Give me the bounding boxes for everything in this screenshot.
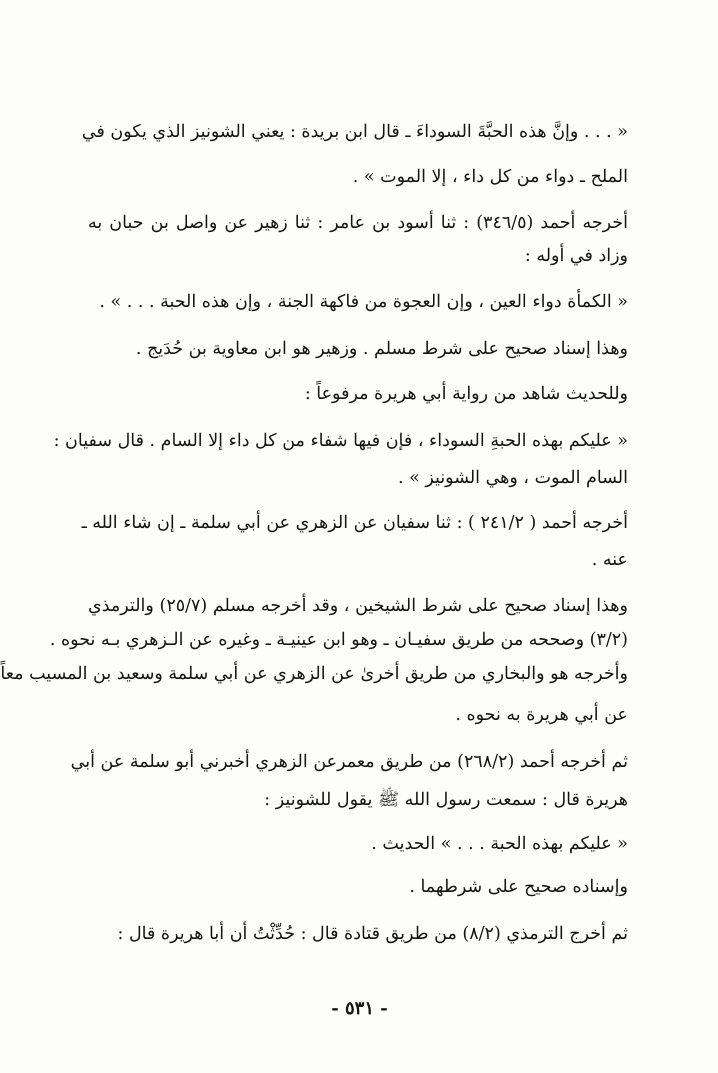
text-line: أخرجه أحمد (٣٤٦/٥) : ثنا أسود بن عامر : ثنا زهير عن واصل بن حبان به — [88, 213, 628, 233]
text-line: « . . . وإنَّ هذه الحبَّةَ السوداءَ ـ قال ابن بريدة : يعني الشونيز الذي يكون في — [81, 122, 628, 142]
text-line: الملح ـ دواء من كل داء ، إلا الموت » . — [352, 167, 628, 187]
text-line: « عليكم بهذه الحبة . . . » الحديث . — [371, 834, 628, 854]
text-line: « عليكم بهذه الحبةِ السوداء ، فإن فيها شفاء من كل داء إلا السام . قال سفيان : — [53, 431, 628, 451]
text-line: ثم أخرج الترمذي (٨/٢) من طريق قتادة قال : حُدِّثْتُ أن أبا هريرة قال : — [117, 924, 628, 944]
text-line: أخرجه أحمد ( ٢٤١/٢ ) : ثنا سفيان عن الزهري عن أبي سلمة ـ إن شاء الله ـ — [81, 513, 628, 533]
document-page — [1, 0, 718, 1073]
text-line: وأخرجه هو والبخاري من طريق أخرىٰ عن الزهري عن أبي سلمة وسعيد بن المسيب معاً — [0, 664, 628, 684]
text-line: ثم أخرجه أحمد (٢٦٨/٢) من طريق معمرعن الزهري أخبرني أبو سلمة عن أبي — [70, 752, 628, 772]
text-line: (٣/٢) وصححه من طريق سفيـان ـ وهو ابن عينيـة ـ وغيره عن الـزهري بـه نحوه . — [49, 630, 628, 650]
text-line: وزاد في أوله : — [524, 246, 628, 266]
text-line: وهذا إسناد صحيح على شرط الشيخين ، وقد أخرجه مسلم (٢٥/٧) والترمذي — [88, 596, 628, 616]
text-line: وإسناده صحيح على شرطهما . — [409, 877, 628, 897]
text-line: « الكمأة دواء العين ، وإن العجوة من فاكهة الجنة ، وإن هذه الحبة . . . » . — [99, 292, 628, 312]
text-line: السام الموت ، وهي الشونيز » . — [397, 468, 628, 488]
text-line: عن أبي هريرة به نحوه . — [455, 705, 628, 725]
page-number: - ٥٣١ - — [331, 998, 388, 1019]
text-line: هريرة قال : سمعت رسول الله ﷺ يقول للشونيز : — [264, 790, 628, 810]
text-line: وهذا إسناد صحيح على شرط مسلم . وزهير هو ابن معاوية بن حُدَيج . — [135, 339, 628, 359]
text-line: عنه . — [591, 550, 628, 570]
text-line: وللحديث شاهد من رواية أبي هريرة مرفوعاً : — [304, 384, 628, 404]
